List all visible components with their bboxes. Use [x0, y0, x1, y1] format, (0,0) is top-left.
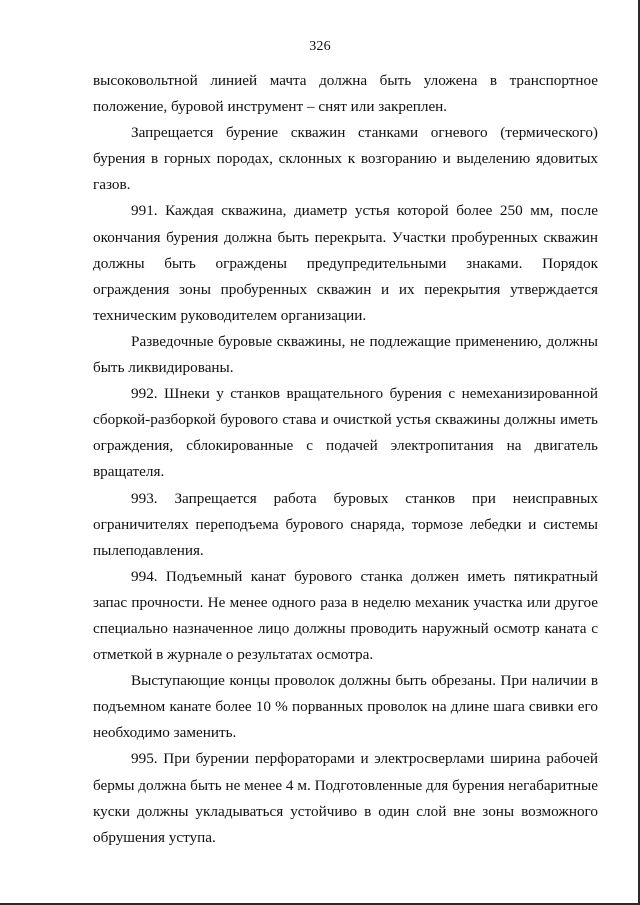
- paragraph-exploration-wells: Разведочные буровые скважины, не подлежащие применению, должны быть ликвидированы.: [93, 332, 598, 377]
- paragraph-protruding-wires: Выступающие концы проволок должны быть обрезаны. При наличии в подъемном канате более 10 % порванных проволок на длине шага свивки его необходимо заменить.: [93, 672, 598, 742]
- paragraph-993: 993. Запрещается работа буровых станков при неисправных ограничителях переподъема бурового снаряда, тормозе лебедки и системы пылеподавления.: [93, 489, 598, 559]
- paragraph-991: 991. Каждая скважина, диаметр устья которой более 250 мм, после окончания бурения должна быть перекрыта. Участки пробуренных скважин должны быть ограждены предупредительными знаками. Порядок ограждения зоны пробуренных скважин и их перекрытия утверждается техническим руководителем организации.: [93, 202, 598, 324]
- paragraph-continuation: высоковольтной линией мачта должна быть уложена в транспортное положение, буровой инструмент – снят или закреплен.: [93, 72, 598, 116]
- page-body: [93, 68, 598, 851]
- paragraph-995: 995. При бурении перфораторами и электросверлами ширина рабочей бермы должна быть не менее 4 м. Подготовленные для бурения негабаритные куски должны укладываться устойчиво в один слой вне зоны возможного обрушения уступа.: [93, 750, 598, 846]
- paragraph-fire-drilling-ban: Запрещается бурение скважин станками огневого (термического) бурения в горных породах, склонных к возгоранию и выделению ядовитых газов.: [93, 124, 598, 194]
- paragraph-994: 994. Подъемный канат бурового станка должен иметь пятикратный запас прочности. Не менее одного раза в неделю механик участка или другое специально назначенное лицо должны проводить наружный осмотр каната с отметкой в журнале о результатах осмотра.: [93, 567, 598, 664]
- page-number: 326: [309, 39, 331, 54]
- paragraph-992: 992. Шнеки у станков вращательного бурения с немеханизированной сборкой-разборкой бурового става и очисткой устья скважины должны иметь ограждения, сблокированные с подачей электропитания на двигатель вращателя.: [93, 385, 598, 481]
